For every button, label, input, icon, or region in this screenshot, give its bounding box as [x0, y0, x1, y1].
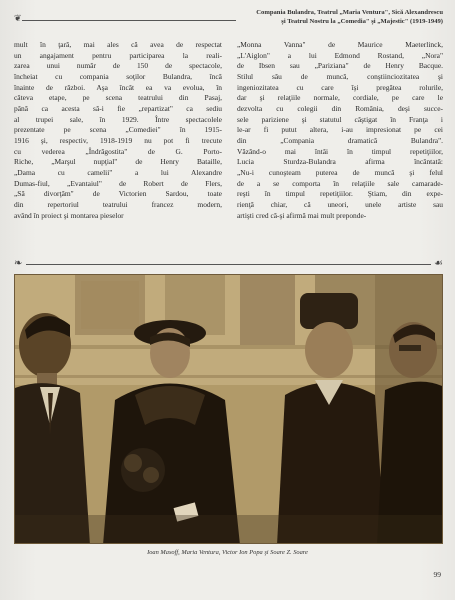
- header-rule: [14, 14, 236, 24]
- left-column-line: până ca acesta să-i fie „repartizat" ca sediu: [14, 103, 222, 113]
- left-column-line: al trupei sale, în 1929. Între spectacolele: [14, 114, 222, 124]
- left-text-column: [14, 40, 222, 221]
- left-paragraph: [14, 40, 222, 221]
- left-column-line: cu vederea „Îndrăgostita" de G. Porto-: [14, 146, 222, 156]
- photo-scene: [15, 275, 443, 544]
- right-column-line: dezvolta cu colegii din România, deşi succe-: [237, 103, 443, 113]
- right-column-line: Stilul său de muncă, conştiinciozitatea şi: [237, 71, 443, 81]
- left-column-line: încheiat cu compania soţilor Bulandra, încă: [14, 71, 222, 81]
- left-column-line: „Dama cu camelii" a lui Alexandre: [14, 167, 222, 177]
- fleuron-icon: ❦: [14, 14, 22, 24]
- divider-line: [26, 264, 431, 265]
- right-column-line: dar şi relaţiile normale, cordiale, pe care le: [237, 93, 443, 103]
- right-column-line: sele pariziene şi statutul câştigat în Franţa i: [237, 114, 443, 124]
- left-column-line: având în proiect şi montarea pieselor: [14, 210, 124, 220]
- left-column-line: un angajament pentru participarea la reali-: [14, 50, 222, 60]
- fleuron-right-icon: ☙: [434, 258, 443, 269]
- right-column-line: Văzând-o mai întâi în timpul repetiţiilor,: [237, 146, 443, 156]
- right-column-line: din „Compania dramatică Bulandra".: [237, 135, 443, 145]
- right-column-line: le-ar fi putut altera, i-au impresionat pe cei: [237, 125, 443, 135]
- right-column-line: reşti în timpul repetiţiilor. Ştiam, din expe-: [237, 189, 443, 199]
- right-text-column: [237, 40, 443, 221]
- right-paragraph: [237, 40, 443, 221]
- left-column-line: Riche, „Marşul nupţial" de Henry Bataille,: [14, 157, 222, 167]
- fleuron-left-icon: ❧: [14, 258, 23, 269]
- left-column-line: Dumas-fiul, „Evantaiul" de Robert de Flers,: [14, 178, 222, 188]
- right-column-line: „Monna Vanna" de Maurice Maeterlinck,: [237, 40, 443, 49]
- left-column-line: din repertoriul teatrului francez modern,: [14, 199, 222, 209]
- photo-caption: Ioan Masoff, Maria Ventura, Victor Ion Popa şi Soare Z. Soare: [147, 549, 308, 556]
- running-head-line1: Compania Bulandra, Teatrul „Maria Ventura", Sică Alexandrescu: [256, 9, 443, 16]
- running-head-line2: şi Teatrul Nostru la „Comedia" şi „Majestic" (1919-1949): [281, 17, 443, 25]
- left-column-line: mult în ţară, mai ales că avea de respectat: [14, 40, 222, 49]
- right-column-line: artişti cred că-şi afirmă mai mult preponde-: [237, 210, 367, 220]
- running-head: [231, 9, 443, 26]
- right-column-line: de Ibsen sau „Pariziana" de Henry Bacque.: [237, 61, 443, 71]
- page-number: 99: [433, 570, 441, 579]
- right-column-line: rienţă chiar, că uneori, unele artiste sau: [237, 199, 443, 209]
- right-column-line: de a se comporta în relaţiile sale camarade-: [237, 178, 443, 188]
- right-column-line: ingeniozitatea cu care îşi pregătea rolurile,: [237, 82, 443, 92]
- right-column-line: Lucia Sturdza-Bulandra afirma încântată:: [237, 157, 443, 167]
- left-column-line: 1916 şi, respectiv, 1918-1919 nu pot fi trecute: [14, 135, 222, 145]
- left-column-line: zarea unui număr de 150 de spectacole,: [14, 61, 222, 71]
- left-column-line: înainte de război. Aşa încât ea va evolua, în: [14, 82, 222, 92]
- section-divider: [14, 258, 443, 270]
- header-line: [22, 20, 236, 21]
- historical-photograph: [14, 274, 443, 544]
- left-column-line: câteva etape, pe scena teatrului din Pasaj,: [14, 93, 222, 103]
- left-column-line: prezentate pe scena „Comediei" în 1915-: [14, 125, 222, 135]
- right-column-line: „Nu-i cunoşteam puterea de muncă şi felul: [237, 167, 443, 177]
- right-column-line: „L'Aiglon" a lui Edmond Rostand, „Nora": [237, 50, 443, 60]
- left-column-line: „Să divorţăm" de Victorien Sardou, toate: [14, 189, 222, 199]
